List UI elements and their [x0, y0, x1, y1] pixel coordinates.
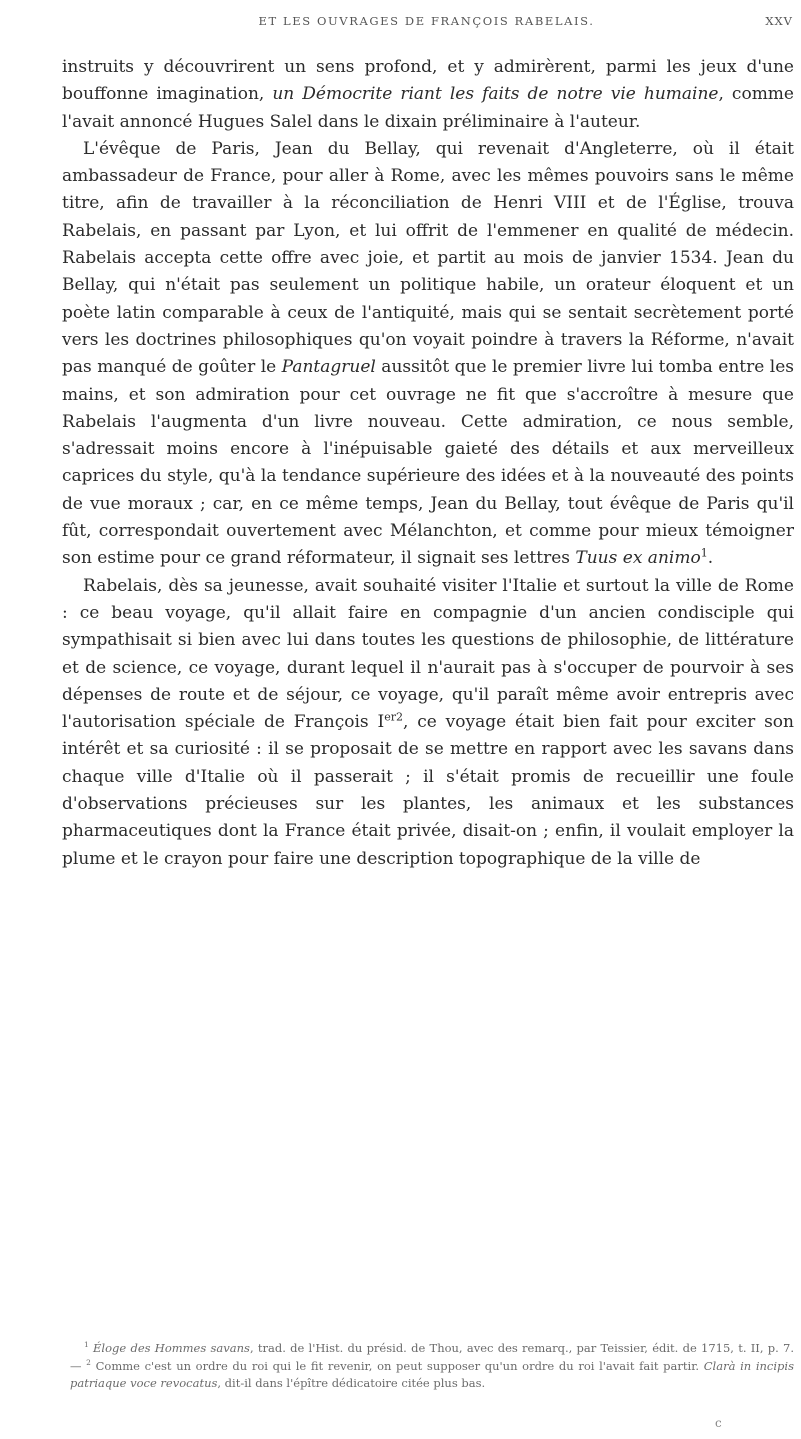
text-run: Comme c'est un ordre du roi qui le fit revenir, on peut supposer qu'un ordre du roi l'avait fait partir.: [90, 1358, 704, 1373]
signature-mark: c: [715, 1416, 722, 1430]
running-head: [60, 14, 793, 34]
text-run: , dit-il dans l'épître dédicatoire citée plus bas.: [217, 1376, 486, 1390]
paragraph: [62, 54, 794, 136]
italic-text: un Démocrite riant les faits de notre vie humaine: [272, 84, 719, 105]
note-reference: 1: [84, 1340, 89, 1350]
text-run: .: [707, 548, 714, 569]
text-run: aussitôt que le premier livre lui tomba entre les mains, et son admiration pour cet ouvrage ne fit que s'accroître à mesure que Rabelais l'augmenta d'un livre nouveau. Cette admiration, ce nous semble, s'adressait moins encore à l'inépuisable gaieté des détails et aux merveilleux caprices du style, qu'à la tendance supérieure des idées et à la nouveauté des points de vue moraux ; car, en ce même temps, Jean du Bellay, tout évêque de Paris qu'il fût, correspondait ouvertement avec Mélanchton, et comme pour mieux témoigner son estime pour ce grand réformateur, il signait ses lettres: [62, 357, 794, 569]
text-run: , trad. de l'Hist. du présid. de Thou, avec des remarq., par Teissier, édit. de 1715, t. II, p. 7. —: [70, 1341, 795, 1373]
text-run: L'évêque de Paris, Jean du Bellay, qui revenait d'Angleterre, où il était ambassadeur de France, pour aller à Rome, avec les mêmes pouvoirs sans le même titre, afin de travailler à la réconciliation de Henri VIII et de l'Église, trouva Rabelais, en passant par Lyon, et lui offrit de l'emmener en qualité de médecin. Rabelais accepta cette offre avec joie, et partit au mois de janvier 1534. Jean du Bellay, qui n'était pas seulement un politique habile, un orateur éloquent et un poète latin comparable à ceux de l'antiquité, mais qui se sentait secrètement porté vers les doctrines philosophiques qu'on voyait poindre à travers la Réforme, n'avait pas manqué de goûter le: [62, 138, 794, 378]
note-reference: er: [384, 710, 397, 724]
body-text: [62, 54, 794, 873]
italic-text: Pantagruel: [281, 357, 376, 378]
italic-text: Clarà in incipis patriaque voce revocatus: [70, 1358, 794, 1390]
note-reference: 2: [86, 1357, 91, 1367]
note-reference: 1: [700, 546, 708, 560]
running-head-title: ET LES OUVRAGES DE FRANÇOIS RABELAIS.: [258, 14, 595, 28]
paragraph: [62, 573, 794, 873]
text-run: , comme l'avait annoncé Hugues Salel dans le dixain préliminaire à l'auteur.: [62, 84, 794, 132]
paragraph: [62, 136, 794, 573]
text-run: , ce voyage était bien fait pour exciter son intérêt et sa curiosité : il se proposait de se mettre en rapport avec les savans dans chaque ville d'Italie où il passerait ; il s'était promis de recueillir une foule d'observations précieuses sur les plantes, les animaux et les substances pharmaceutiques dont la France était privée, disait-on ; enfin, il voulait employer la plume et le crayon pour faire une description topographique de la ville de: [62, 712, 794, 869]
italic-text: Éloge des Hommes savans: [93, 1341, 250, 1355]
note-reference: 2: [396, 710, 404, 724]
footnotes: [70, 1340, 794, 1393]
page-number: XXV: [765, 14, 793, 28]
text-run: Rabelais, dès sa jeunesse, avait souhaité visiter l'Italie et surtout la ville de Rome : ce beau voyage, qu'il allait faire en compagnie d'un ancien condisciple qui sympathisait si bien avec lui dans toutes les questions de philosophie, de littérature et de science, ce voyage, durant lequel il n'aurait pas à s'occuper de pourvoir à ses dépenses de route et de séjour, ce voyage, qu'il paraît même avoir entrepris avec l'autorisation spéciale de François I: [62, 575, 794, 733]
text-run: instruits y découvrirent un sens profond, et y admirèrent, parmi les jeux d'une bouffonne imagination,: [62, 57, 794, 105]
italic-text: Tuus ex animo: [575, 548, 701, 569]
footnote: [70, 1340, 794, 1393]
